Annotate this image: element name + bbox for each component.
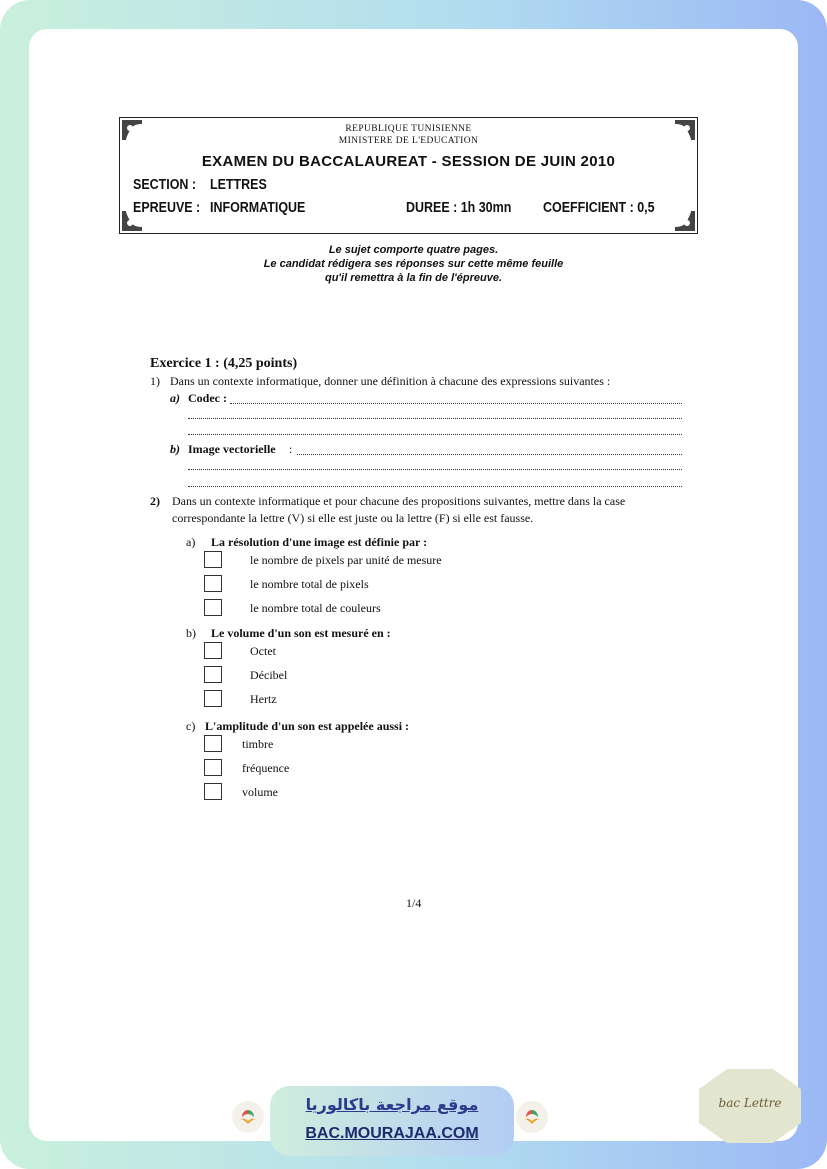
duree-label: DUREE : 1h 30mn [406,200,512,216]
intro-line-2: Le candidat rédigera ses réponses sur cette même feuille [263,258,564,270]
option-label: timbre [242,737,274,751]
question-1a-term: Codec : [188,391,227,405]
intro-line-3: qu'il remettra à la fin de l'épreuve. [324,272,502,284]
site-banner[interactable] [270,1086,514,1156]
epreuve-label: EPREUVE : [133,200,201,216]
answer-line[interactable] [188,418,682,419]
question-1b-colon: : [289,442,293,456]
question-1-text: Dans un contexte informatique, donner une définition à chacune des expressions suivantes : [170,374,611,388]
exam-title: EXAMEN DU BACCALAUREAT - SESSION DE JUIN 2010 [201,153,616,170]
answer-checkbox[interactable] [204,783,222,800]
badge-label: bac Lettre [718,1096,782,1110]
answer-checkbox[interactable] [204,551,222,568]
answer-line[interactable] [188,469,682,470]
epreuve-value: INFORMATIQUE [210,200,306,216]
intro-line-1: Le sujet comporte quatre pages. [328,244,499,256]
question-1b-term: Image vectorielle [188,442,276,456]
question-2-text: correspondante la lettre (V) si elle est juste ou la lettre (F) si elle est fausse. [172,511,534,525]
option-label: fréquence [242,761,290,775]
option-label: le nombre total de couleurs [250,601,381,615]
option-label: volume [242,785,278,799]
answer-checkbox[interactable] [204,599,222,616]
option-label: Octet [250,644,276,658]
coefficient-label: COEFFICIENT : 0,5 [543,200,655,216]
answer-line[interactable] [188,486,682,487]
group-c-letter: c) [186,719,196,733]
question-1a-letter: a) [170,391,180,405]
ministry-label: MINISTERE DE L'EDUCATION [338,136,479,146]
republic-label: REPUBLIQUE TUNISIENNE [345,124,472,134]
answer-line[interactable] [230,403,682,404]
section-value: LETTRES [210,177,267,193]
answer-checkbox[interactable] [204,759,222,776]
question-1-number: 1) [150,374,160,388]
bac-lettre-badge [697,1067,803,1145]
group-b-question: Le volume d'un son est mesuré en : [211,626,391,640]
option-label: Hertz [250,692,277,706]
site-name-arabic[interactable]: موقع مراجعة باكالوريا [305,1095,479,1114]
option-label: le nombre total de pixels [250,577,369,591]
section-label: SECTION : [133,177,197,193]
answer-checkbox[interactable] [204,690,222,707]
site-url-link[interactable]: BAC.MOURAJAA.COM [305,1125,479,1142]
corner-ornament-icon [675,211,695,231]
group-a-letter: a) [186,535,196,549]
page-number: 1/4 [406,896,422,910]
site-logo-icon [232,1101,264,1133]
group-c-question: L'amplitude d'un son est appelée aussi : [205,719,410,733]
option-label: Décibel [250,668,288,682]
option-label: le nombre de pixels par unité de mesure [250,553,442,567]
group-b-letter: b) [186,626,196,640]
question-2-number: 2) [150,494,160,508]
site-logo-icon [516,1101,548,1133]
answer-checkbox[interactable] [204,575,222,592]
group-a-question: La résolution d'une image est définie par : [211,535,428,549]
question-2-text: Dans un contexte informatique et pour chacune des propositions suivantes, mettre dans la case [172,494,626,508]
exercise-title: Exercice 1 : (4,25 points) [150,356,298,371]
answer-checkbox[interactable] [204,735,222,752]
answer-line[interactable] [297,454,682,455]
answer-checkbox[interactable] [204,642,222,659]
answer-checkbox[interactable] [204,666,222,683]
question-1b-letter: b) [170,442,180,456]
answer-line[interactable] [188,434,682,435]
exam-header [119,117,698,234]
